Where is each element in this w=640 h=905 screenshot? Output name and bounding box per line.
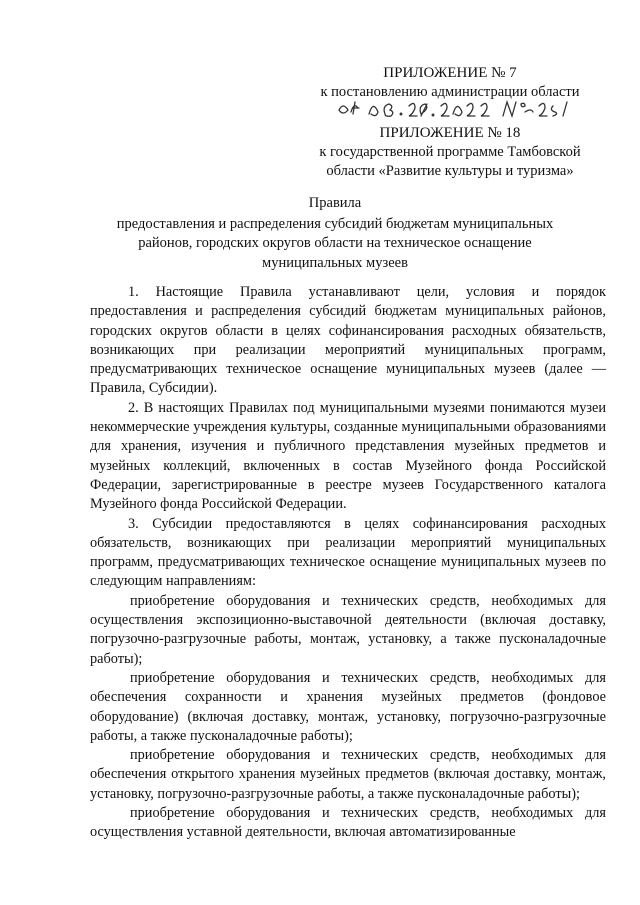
- paragraph-2: 2. В настоящих Правилах под муниципальными музеями понимаются музеи некоммерческие учреждения культуры, созданные муниципальными образованиями для хранения, изучения и публичного представления музейных предметов и музейных коллекций, включенных в состав Музейного фонда Российской Федерации, зарегистрированные в реестре музеев Государственного каталога Музейного фонда Российской Федерации.: [90, 399, 606, 513]
- appendix-18-title: ПРИЛОЖЕНИЕ № 18: [379, 125, 521, 141]
- title-line-3: муниципальных музеев: [262, 254, 408, 271]
- appendix-18-block: [300, 124, 600, 181]
- title-line-1: предоставления и распределения субсидий бюджетам муниципальных: [116, 215, 554, 232]
- paragraph-item-1: приобретение оборудования и технических средств, необходимых для осуществления экспозиционно-выставочной деятельности (включая доставку, погрузочно-разгрузочные работы, монтаж, установку, а также пусконаладочные работы);: [90, 592, 606, 667]
- handwritten-signature-graphic: [335, 96, 575, 120]
- paragraph-1: 1. Настоящие Правила устанавливают цели, условия и порядок предоставления и распределения субсидий бюджетам муниципальных районов, городских округов области в целях софинансирования расходных обязательств, возникающих при реализации мероприятий муниципальных программ, предусматривающих техническое оснащение муниципальных музеев (далее — Правила, Субсидии).: [90, 284, 606, 397]
- document-body: [90, 283, 606, 843]
- paragraph-item-2: приобретение оборудования и технических средств, необходимых для обеспечения сохранности и хранения музейных предметов (фондовое оборудование) (включая доставку, монтаж, установку, погрузочно-разгрузочные работы, а также пусконаладочные работы);: [90, 669, 606, 744]
- appendix-7-subtitle: к постановлению администрации области: [320, 84, 580, 100]
- paragraph-item-3: приобретение оборудования и технических средств, необходимых для обеспечения открытого хранения музейных предметов (включая доставку, монтаж, установку, погрузочно-разгрузочные работы, а также пусконаладочные работы);: [90, 747, 606, 802]
- appendix-18-line-1: к государственной программе Тамбовской: [319, 144, 581, 160]
- appendix-18-line-2: области «Развитие культуры и туризма»: [326, 163, 574, 179]
- handwritten-date-number: [335, 96, 575, 120]
- paragraph-3: 3. Субсидии предоставляются в целях софинансирования расходных обязательств, возникающих при реализации мероприятий муниципальных программ, предусматривающих техническое оснащение муниципальных музеев по следующим направлениям:: [90, 515, 606, 590]
- title-line-2: районов, городских округов области на техническое оснащение: [138, 235, 532, 251]
- paragraph-item-4: приобретение оборудования и технических средств, необходимых для осуществления уставной деятельности, включая автоматизированные: [90, 805, 606, 841]
- title-heading: Правила: [308, 195, 362, 211]
- document-title: [90, 194, 580, 273]
- appendix-7-title: ПРИЛОЖЕНИЕ № 7: [383, 65, 517, 81]
